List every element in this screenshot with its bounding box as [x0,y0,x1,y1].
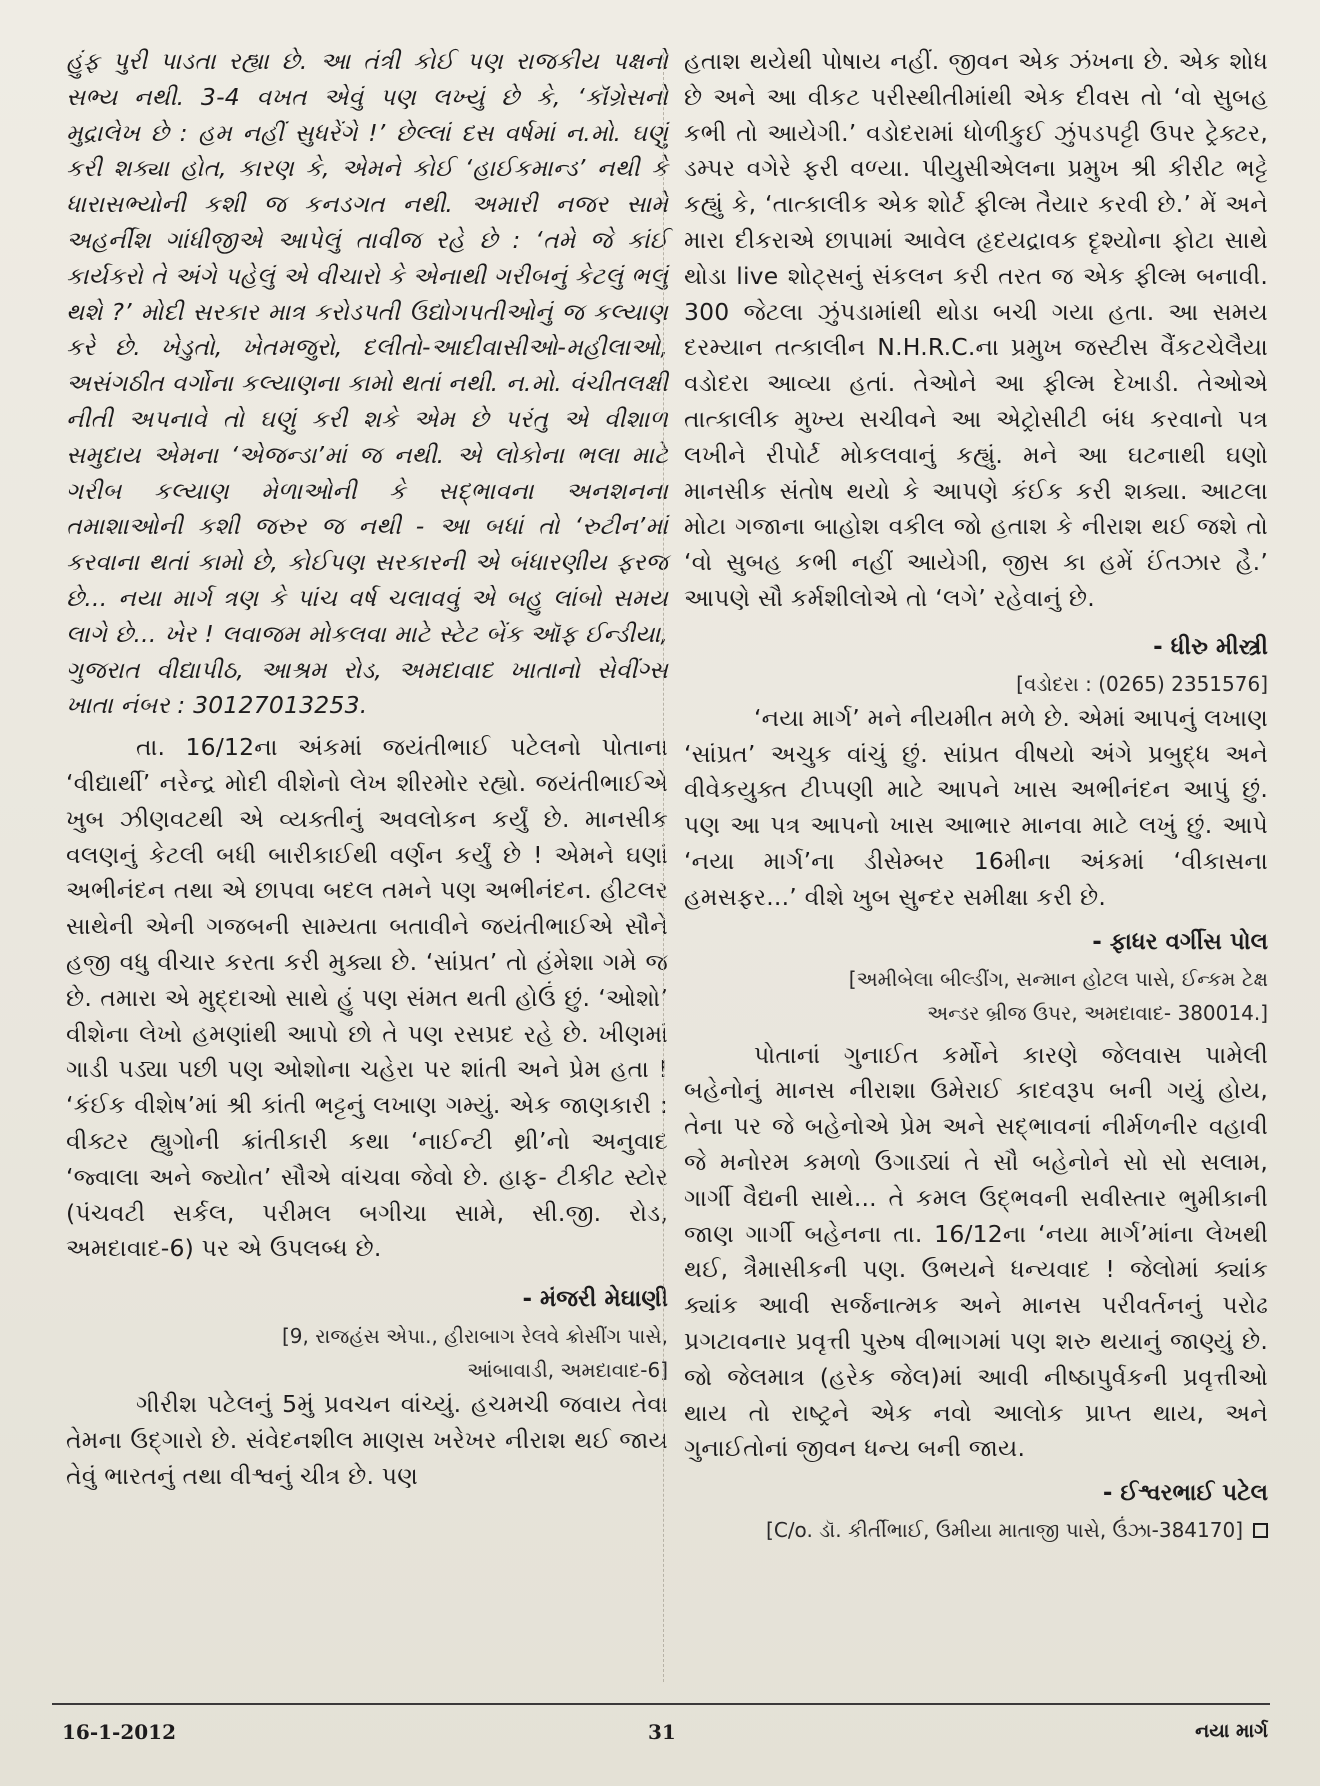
letter4-address-line1: [અમીબેલા બીલ્ડીંગ, સન્માન હોટલ પાસે, ઈન્કમ ટેક્ષ [848,966,1268,991]
letter3-continued: હતાશ થયેથી પોષાય નહીં. જીવન એક ઝંખના છે. એક શોધ છે અને આ વીકટ પરીસ્થીતીમાંથી એક દીવસ તો ‘વો સુબહ કભી તો આયેગી.’ વડોદરામાં ધોળીકુઈ ઝુંપડપટ્ટી ઉપર ટ્રેક્ટર, ડમ્પર વગેરે ફરી વળ્યા. પીયુસીએલના પ્રમુખ શ્રી કીરીટ ભટ્ટે કહ્યું કે, ‘તાત્કાલીક એક શોર્ટ ફીલ્મ તૈયાર કરવી છે.’ મેં અને મારા દીકરાએ છાપામાં આવેલ હૃદયદ્રાવક દૃશ્યોના ફોટા સાથે થોડા live શોટ્સનું સંકલન કરી તરત જ એક ફીલ્મ બનાવી. 300 જેટલા ઝુંપડામાંથી થોડા બચી ગયા હતા. આ સમય દરમ્યાન તત્કાલીન N.H.R.C.ના પ્રમુખ જસ્ટીસ વૈંકટચેલૈયા વડોદરા આવ્યા હતાં. તેઓને આ ફીલ્મ દેખાડી. તેઓએ તાત્કાલીક મુખ્ય સચીવને આ એટ્રોસીટી બંધ કરવાનો પત્ર લખીને રીપોર્ટ મોકલવાનું કહ્યું. મને આ ઘટનાથી ઘણો માનસીક સંતોષ થયો કે આપણે કંઈક કરી શક્યા. આટલા મોટા ગજાના બાહોશ વકીલ જો હતાશ કે નીરાશ થઈ જશે તો ‘વો સુબહ કભી નહીં આયેગી, જીસ કા હમેં ઈંતઝાર હૈ.’ આપણે સૌ કર્મશીલોએ તો ‘લગે’ રહેવાનું છે. [684,47,1268,612]
letter4-address-line2: અન્ડર બ્રીજ ઉપર, અમદાવાદ- 380014.] [927,1000,1268,1025]
letter4-address [684,962,1268,1030]
letter4-paragraph: ‘નયા માર્ગ’ મને નીયમીત મળે છે. એમાં આપનું લખાણ ‘સાંપ્રત’ અચુક વાંચું છું. સાંપ્રત વીષયો અંગે પ્રબુદ્ધ અને વીવેકયુક્ત ટીપ્પણી માટે આપને ખાસ અભીનંદન આપું છું. પણ આ પત્ર આપનો ખાસ આભાર માનવા માટે લખું છું. આપે ‘નયા માર્ગ’ના ડીસેમ્બર 16મીના અંકમાં ‘વીકાસના હમસફર...’ વીશે ખુબ સુન્દર સમીક્ષા કરી છે. [684,703,1268,911]
letter2-address-line1: [9, રાજહંસ એપા., હીરાબાગ રેલવે ક્રોસીંગ પાસે, [281,1324,668,1349]
footer-magazine-name: નયા માર્ગ [1195,1720,1268,1742]
letter5-signature: - ઈશ્વરભાઈ પટેલ [1102,1480,1268,1507]
letter5-paragraph: પોતાનાં ગુનાઈત કર્મોને કારણે જેલવાસ પામેલી બહેનોનું માનસ નીરાશા ઉમેરાઈ કાદવરૂપ બની ગયું હોય, તેના પર જે બહેનોએ પ્રેમ અને સદ્ભાવનાં નીર્મળનીર વહાવી જે મનોરમ કમળો ઉગાડ્યાં તે સૌ બહેનોને સો સો સલામ, ગાર્ગી વૈદ્યની સાથે... તે કમલ ઉદ્ભવની સવીસ્તાર ભુમીકાની જાણ ગાર્ગી બહેનના તા. 16/12ના ‘નયા માર્ગ’માંના લેખથી થઈ, ત્રૈમાસીકની પણ. ઉભયને ધન્યવાદ ! જેલોમાં ક્યાંક ક્યાંક આવી સર્જનાત્મક અને માનસ પરીવર્તનનું પરોઢ પ્રગટાવનાર પ્રવૃત્તી પુરુષ વીભાગમાં પણ શરુ થયાનું જાણ્યું છે. જો જેલમાત્ર (હરેક જેલ)માં આવી નીષ્ઠાપુર્વકની પ્રવૃત્તીઓ થાય તો રાષ્ટ્રને એક નવો આલોક પ્રાપ્ત થાય, અને ગુનાઈતોનાં જીવન ધન્ય બની જાય. [684,1040,1268,1463]
letter3-signature: - ધીરુ મીસ્ત્રી [1153,633,1268,660]
letter2-paragraph: તા. 16/12ના અંકમાં જયંતીભાઈ પટેલનો પોતાના ‘વીદ્યાર્થી’ નરેન્દ્ર મોદી વીશેનો લેખ શીરમોર રહ્યો. જયંતીભાઈએ ખુબ ઝીણવટથી એ વ્યક્તીનું અવલોકન કર્યું છે. માનસીક વલણનું કેટલી બધી બારીકાઈથી વર્ણન કર્યું છે ! એમને ઘણાં અભીનંદન તથા એ છાપવા બદલ તમને પણ અભીનંદન. હીટલર સાથેની એની ગજબની સામ્યતા બતાવીને જયંતીભાઈએ સૌને હજી વધુ વીચાર કરતા કરી મુક્યા છે. ‘સાંપ્રત’ તો હંમેશા ગમે જ છે. તમારા એ મુદ્દાઓ સાથે હું પણ સંમત થતી હોઉં છું. ‘ઓશો’ વીશેના લેખો હમણાંથી આપો છો તે પણ રસપ્રદ રહે છે. ખીણમાં ગાડી પડ્યા પછી પણ ઓશોના ચહેરા પર શાંતી અને પ્રેમ હતા ! ‘કંઈક વીશેષ’માં શ્રી કાંતી ભટ્ટનું લખાણ ગમ્યું. એક જાણકારી : વીક્ટર હ્યુગોની ક્રાંતીકારી કથા ‘નાઈન્ટી થ્રી’નો અનુવાદ ‘જ્વાલા અને જ્યોત’ સૌએ વાંચવા જેવો છે. હાફ- ટીકીટ સ્ટોર (પંચવટી સર્કલ, પરીમલ બગીચા સામે, સી.જી. રોડ, અમદાવાદ-6) પર એ ઉપલબ્ધ છે. [66,733,668,1263]
square-box-icon [1253,1523,1268,1538]
footer-date: 16-1-2012 [62,1720,177,1744]
letter2-signature: - મંજરી મેઘાણી [522,1286,668,1313]
letter3-address: [વડોદરા : (0265) 2351576] [1016,671,1268,696]
letter3-paragraph: ગીરીશ પટેલનું 5મું પ્રવચન વાંચ્યું. હચમચી જવાય તેવા તેમના ઉદ્ગારો છે. સંવેદનશીલ માણસ ખરેખર નીરાશ થઈ જાય તેવું ભારતનું તથા વીશ્વનું ચીત્ર છે. પણ [66,1390,668,1490]
footer-page-number: 31 [648,1720,676,1744]
letter2-address [66,1319,668,1387]
column-divider [663,52,664,1682]
letter2-address-line2: આંબાવાડી, અમદાવાદ-6] [467,1358,668,1383]
right-column [684,44,1268,1547]
letter1-paragraph: હુંફ પુરી પાડતા રહ્યા છે. આ તંત્રી કોઈ પણ રાજકીય પક્ષનો સભ્ય નથી. 3-4 વખત એવું પણ લખ્યું છે કે, ‘કૉંગ્રેસનો મુદ્રાલેખ છે : હમ નહીં સુધરેંગે !’ છેલ્લાં દસ વર્ષમાં ન.મો. ઘણું કરી શક્યા હોત, કારણ કે, એમને કોઈ ‘હાઈકમાન્ડ’ નથી કે ધારાસભ્યોની કશી જ કનડગત નથી. અમારી નજર સામે અહર્નીશ ગાંધીજીએ આપેલું તાવીજ રહે છે : ‘તમે જે કાંઈ કાર્યકરો તે અંગે પહેલું એ વીચારો કે એનાથી ગરીબનું કેટલું ભલું થશે ?’ મોદી સરકાર માત્ર કરોડપતી ઉદ્યોગપતીઓનું જ કલ્યાણ કરે છે. ખેડુતો, ખેતમજુરો, દલીતો-આદીવાસીઓ-મહીલાઓ, અસંગઠીત વર્ગોના કલ્યાણના કામો થતાં નથી. ન.મો. વંચીતલક્ષી નીતી અપનાવે તો ઘણું કરી શકે એમ છે પરંતુ એ વીશાળ સમુદાય એમના ‘એજન્ડા’માં જ નથી. એ લોકોના ભલા માટે ગરીબ કલ્યાણ મેળાઓની કે સદ્ભાવના અનશનના તમાશાઓની કશી જરુર જ નથી - આ બધાં તો ‘રુટીન’માં કરવાના થતાં કામો છે, કોઈપણ સરકારની એ બંધારણીય ફરજ છે... નયા માર્ગ ત્રણ કે પાંચ વર્ષ ચલાવવું એ બહુ લાંબો સમય લાગે છે... ખેર ! લવાજમ મોકલવા માટે સ્ટેટ બેંક ઑફ ઈન્ડીયા, ગુજરાત વીદ્યાપીઠ, આશ્રમ રોડ, અમદાવાદ ખાતાનો સેવીંગ્સ ખાતા નંબર : 30127013253. [66,47,668,720]
letter5-address-row [684,1513,1268,1547]
letter4-signature: - ફાધર વર્ગીસ પોલ [1092,928,1268,955]
left-column [66,44,668,1494]
letter5-address: [C/o. ડૉ. કીર્તીભાઈ, ઉમીયા માતાજી પાસે, ઉંઝા-384170] [766,1518,1243,1543]
footer-rule [52,1703,1270,1705]
